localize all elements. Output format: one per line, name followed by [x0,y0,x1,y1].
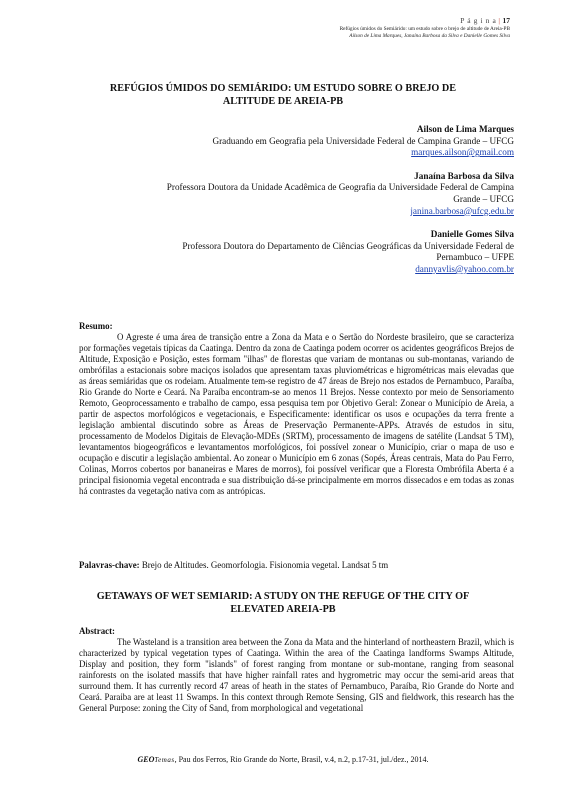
running-header [340,26,510,39]
page-word: P á g i n a [460,16,497,25]
page-number [460,16,510,25]
page-separator: | [498,16,501,25]
author-list [114,124,514,288]
title-pt-line-1: REFÚGIOS ÚMIDOS DO SEMIÁRIDO: UM ESTUDO SOBRE O BREJO DE [109,83,457,94]
running-header-title: Refúgios úmidos do Semiárido: um estudo sobre o brejo de altitude de Areia-PB [339,26,510,32]
title-en-line-2: ELEVATED AREIA-PB [230,604,336,615]
author-email-link[interactable]: dannyavlis@yahoo.com.br [415,263,514,274]
title-en-line-1: GETAWAYS OF WET SEMIARID: A STUDY ON THE REFUGE OF THE CITY OF [96,591,470,602]
title-pt-line-2: ALTITUDE DE AREIA-PB [222,96,344,107]
keywords-text: Brejo de Altitudes. Geomorfologia. Fisionomia vegetal. Landsat 5 tm [141,560,389,570]
resumo-heading: Resumo: [79,321,113,331]
author-affiliation: Professora Doutora do Departamento de Ciências Geográficas da Universidade Federal de Pernambuco – UFPE [182,240,514,263]
abstract-section [79,637,514,714]
author-email-link[interactable]: marques.ailson@gmail.com [411,147,514,158]
abstract-text: The Wasteland is a transition area between the Zona da Mata and the hinterland of northeastern Brazil, which is characterized by typical vegetation types of Caatinga. Within the area of the Caatinga landforms Swamps Altitude, Display and position, they form "islands" of forest ranging from montane or sub-montane, ranging from seasonal rainforests on the isolated massifs that have higher rainfall rates and hygrometric may occur the semi-arid areas that surround them. It has currently record 47 areas of heath in the states of Pernambuco, Paraíba, Rio Grande do Norte and Ceará. Paraiba are at least 11 Swamps. In this context through Remote Sensing, GIS and fieldwork, this research has the General Purpose: zoning the City of Sand, from morphological and vegetational [79,637,514,713]
page-number-value: 17 [502,16,510,25]
footer-citation: , Pau dos Ferros, Rio Grande do Norte, Brasil, v.4, n.2, p.17-31, jul./dez., 2014. [174,755,429,764]
author-affiliation: Professora Doutora da Unidade Acadêmica de Geografia da Universidade Federal de Campina Grande – UFCG [166,182,514,204]
keywords-section [79,560,514,571]
abstract-heading: Abstract: [79,626,115,636]
article-title-pt [70,82,496,108]
running-header-authors: Ailson de Lima Marques, Janaína Barbosa da Silva e Danielle Gomes Silva [349,32,510,39]
journal-logo-suffix: Temas [154,756,175,764]
author-name: Danielle Gomes Silva [430,229,514,240]
author-1 [114,124,514,159]
keywords-label: Palavras-chave: [79,560,140,570]
resumo-text: O Agreste é uma área de transição entre a Zona da Mata e o Sertão do Nordeste brasileiro, que se caracteriza por formações vegetais típicas da Caatinga. Dentro da zona de Caatinga podem ocorrer os acidentes geográficos Brejos de Altitude, Exposição e Posição, estes formam "ilhas" de florestas que variam de montanas ou sub-montanas, variando de ombrófilas a estacionais sobre maciços isolados que apresentam taxas pluviométricas e higrométricas mais elevadas que as áreas semiáridas que os rodeiam. Atualmente tem-se registro de 47 áreas de Brejo nos estados de Pernambuco, Paraíba, Rio Grande do Norte e Ceará. Na Paraíba encontram-se ao menos 11 Brejos. Nesse contexto por meio de Sensoriamento Remoto, Geoprocessamento e trabalho de campo, essa pesquisa tem por Objetivo Geral: Zonear o Município de Areia, a partir de aspectos morfológicos e vegetacionais, e Especificamente: identificar os usos e ocupações da terra frente a legislação ambiental discutindo sobre as Áreas de Preservação Permanente-APPs. Através de estudos in situ, processamento de Modelos Digitais de Elevação-MDEs (SRTM), processamento de imagens de satélite (Landsat 5 TM), levantamentos biogeográficos e levantamentos morfológicos, foi possível zonear o Município, criar o mapa de uso e ocupação e discutir a legislação ambiental. Ao zonear o Município em 6 zonas (Sopés, Áreas centrais, Mata do Pau Ferro, Colinas, Morros cobertos por bananeiras e Mares de morros), foi possível verificar que a Floresta Ombrófila Aberta é a principal fisionomia vegetal encontrada e sua distribuição dá-se principalmente em morros dissecados e em todas as zonas há contrastes da vegetação nativa com as antrópicas. [79,332,514,496]
author-affiliation: Graduando em Geografia pela Universidade Federal de Campina Grande – UFCG [212,135,514,146]
author-3 [114,229,514,275]
author-name: Ailson de Lima Marques [416,124,514,134]
journal-logo: GEO [137,755,155,764]
article-title-en [70,590,496,616]
resumo-section [79,321,514,497]
page-footer [0,755,566,764]
author-email-link[interactable]: janina.barbosa@ufcg.edu.br [410,205,514,216]
author-2 [114,171,514,217]
author-name: Janaína Barbosa da Silva [414,170,514,181]
